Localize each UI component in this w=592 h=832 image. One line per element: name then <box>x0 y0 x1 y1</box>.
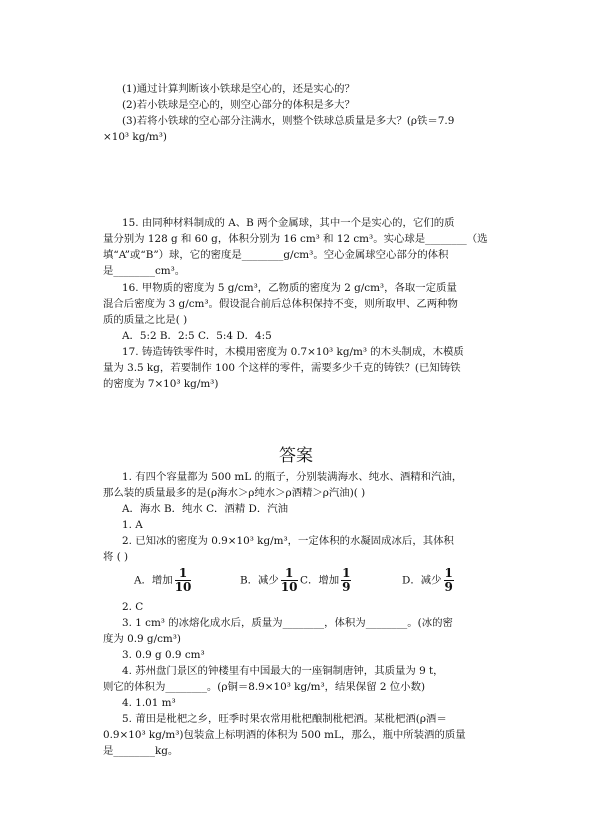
q17-line: 量为 3.5 kg，若要制作 100 个这样的零件，需要多少千克的铸铁？(已知铸铁 <box>103 362 461 374</box>
answer-line: 是________kg。 <box>103 745 179 757</box>
answer-line: 4. 1.01 m³ <box>122 697 176 709</box>
q15-line: 量分别为 128 g 和 60 g，体积分别为 16 cm³ 和 12 cm³。实心球是________（选 <box>103 233 488 245</box>
answer-line: 那么装的质量最多的是(ρ海水＞ρ纯水＞ρ酒精＞ρ汽油)( ) <box>103 487 366 499</box>
q16-options: A．5:2 B．2:5 C．5:4 D．4:5 <box>122 330 272 342</box>
option-c: C．增加 $\frac{1}{9}$ <box>300 566 351 594</box>
question-line: (2)若小铁球是空心的，则空心部分的体积是多大？ <box>122 99 355 111</box>
answer-line: 度为 0.9 g/cm³) <box>103 633 181 645</box>
q17-line: 17. 铸造铸铁零件时，木模用密度为 0.7×10³ kg/m³ 的木头制成，木模质 <box>122 346 464 358</box>
answer-line: 3. 1 cm³ 的冰熔化成水后，质量为________，体积为________。(冰的密 <box>122 617 453 629</box>
answer-title: 答案 <box>279 446 313 466</box>
q15-line: 是________cm³。 <box>103 265 186 277</box>
question-line: ×10³ kg/m³) <box>103 131 167 143</box>
answer-line: 将 ( ) <box>103 551 129 563</box>
option-d: D．减少 $\frac{1}{9}$ <box>402 566 453 594</box>
answer-line: 则它的体积为________。(ρ铜＝8.9×10³ kg/m³，结果保留 2 位小数) <box>103 681 426 693</box>
q17-line: 的密度为 7×10³ kg/m³) <box>103 378 219 390</box>
answer-line: 2. C <box>122 601 144 613</box>
q16-line: 混合后密度为 3 g/cm³。假设混合前后总体积保持不变，则所取甲、乙两种物 <box>103 298 458 310</box>
answer-line: 0.9×10³ kg/m³)包装盒上标明酒的体积为 500 mL，那么，瓶中所装酒的质量 <box>103 729 466 741</box>
answer-options: A．海水 B．纯水 C．酒精 D．汽油 <box>122 503 289 515</box>
answer-line: 1. 有四个容量都为 500 mL 的瓶子，分别装满海水、纯水、酒精和汽油， <box>122 471 463 483</box>
option-b: B．减少 $\frac{1}{10}$ <box>240 566 298 594</box>
option-a: A．增加 $\frac{1}{10}$ <box>134 566 192 594</box>
q15-line: 填“A”或“B”）球，它的密度是________g/cm³。空心金属球空心部分的体积 <box>103 249 449 261</box>
q15-line: 15. 由同种材料制成的 A、B 两个金属球，其中一个是实心的，它们的质 <box>122 217 455 229</box>
q16-line: 质的质量之比是( ) <box>103 314 188 326</box>
answer-line: 2. 已知冰的密度为 0.9×10³ kg/m³，一定体积的水凝固成冰后，其体积 <box>122 535 454 547</box>
question-line: (3)若将小铁球的空心部分注满水，则整个铁球总质量是多大？(ρ铁＝7.9 <box>122 115 455 127</box>
answer-line: 4. 苏州盘门景区的钟楼里有中国最大的一座铜制唐钟，其质量为 9 t， <box>122 665 444 677</box>
answer-line: 1. A <box>122 519 143 531</box>
answer-line: 5. 莆田是枇杷之乡，旺季时果农常用枇杷酿制枇杷酒。某枇杷酒(ρ酒＝ <box>122 713 447 725</box>
question-line: (1)通过计算判断该小铁球是空心的，还是实心的？ <box>122 83 355 95</box>
q16-line: 16. 甲物质的密度为 5 g/cm³，乙物质的密度为 2 g/cm³，各取一定质量 <box>122 282 457 294</box>
answer-line: 3. 0.9 g 0.9 cm³ <box>122 649 205 661</box>
